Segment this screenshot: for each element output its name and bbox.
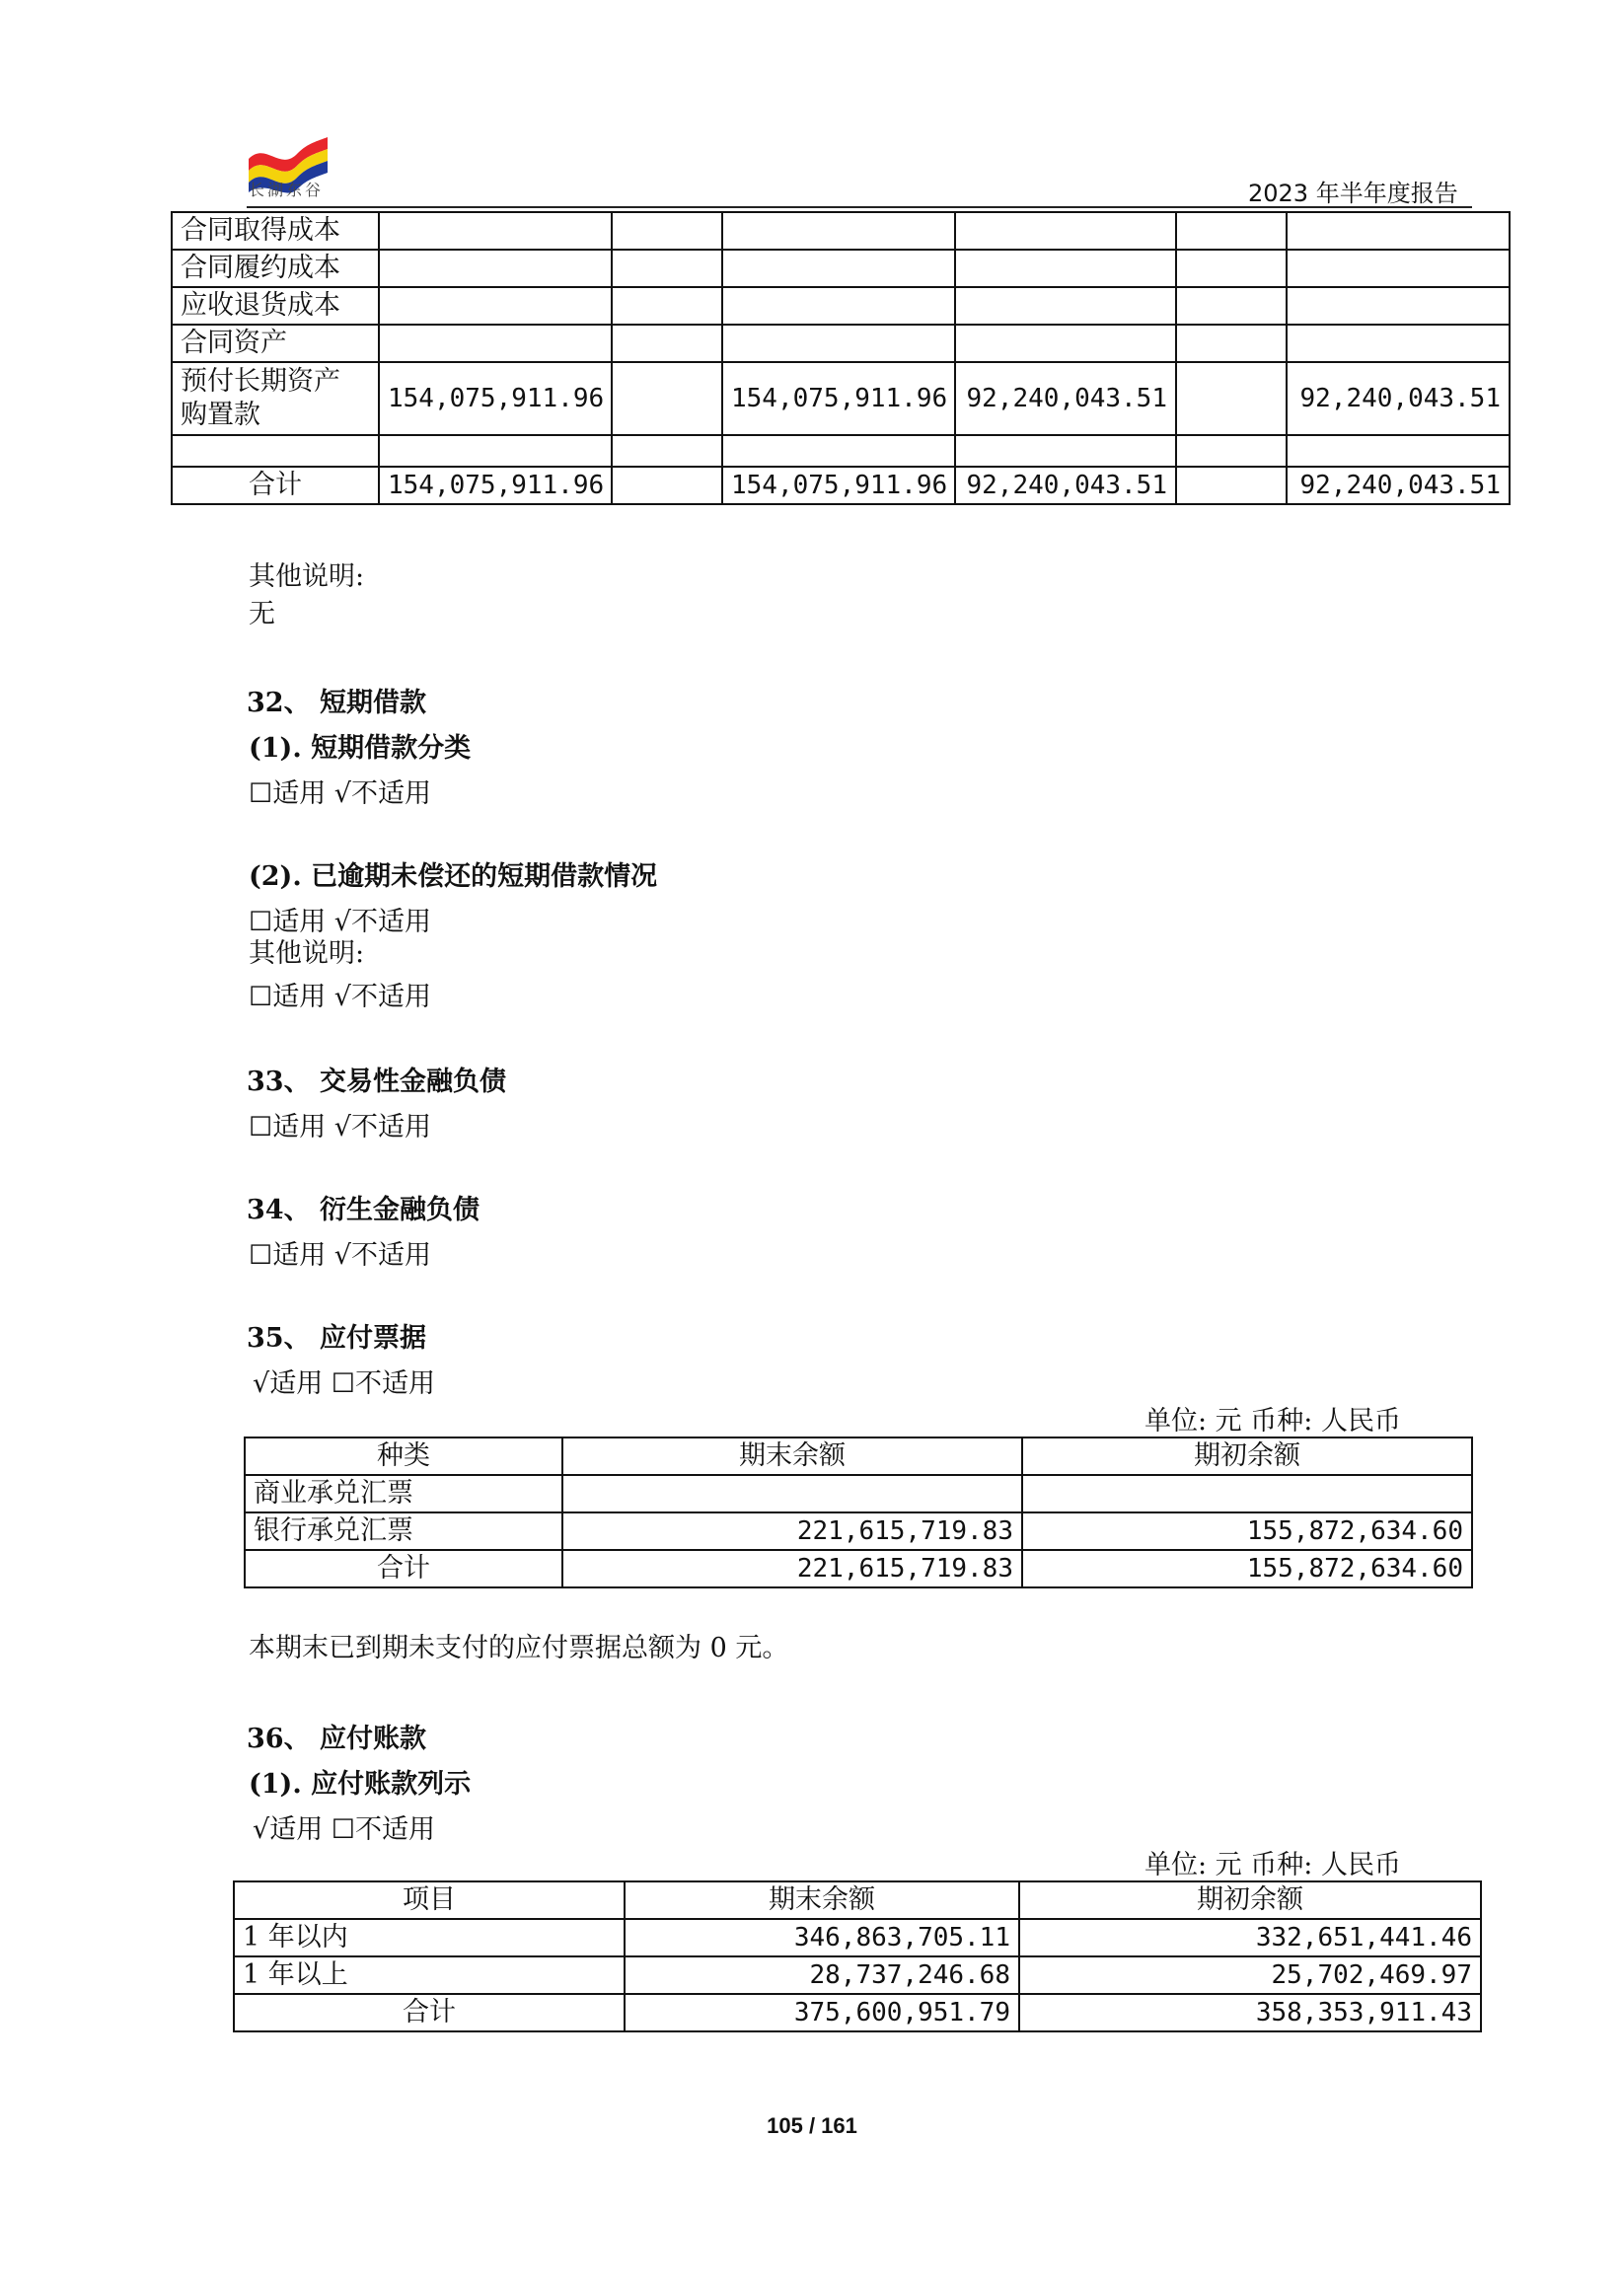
section-36-unit: 单位: 元 币种: 人民币 xyxy=(1144,1850,1401,1880)
cell-value xyxy=(612,467,722,504)
logo-text: 长湖东谷 xyxy=(249,181,325,199)
section-32-sub1-applicability: ☐适用 √不适用 xyxy=(249,778,431,809)
section-32-sub2: (2). 已逾期未偿还的短期借款情况 xyxy=(249,861,658,892)
cell-value: 155,872,634.60 xyxy=(1022,1550,1472,1587)
row-label: 1 年以上 xyxy=(234,1956,625,1994)
table-header-row xyxy=(245,1437,1472,1475)
section-35-applicability: √适用 ☐不适用 xyxy=(253,1368,435,1399)
cell-value: 25,702,469.97 xyxy=(1019,1956,1481,1994)
cell-value xyxy=(612,362,722,435)
section-35-title: 35、 应付票据 xyxy=(247,1323,426,1354)
row-label-line1: 预付长期资产 xyxy=(181,366,340,397)
column-header: 项目 xyxy=(234,1881,625,1919)
table-row xyxy=(172,362,1510,435)
row-label: 银行承兑汇票 xyxy=(245,1512,562,1550)
cell-value: 92,240,043.51 xyxy=(955,362,1176,435)
column-header: 期末余额 xyxy=(625,1881,1019,1919)
table-row xyxy=(245,1475,1472,1512)
cell-value: 154,075,911.96 xyxy=(722,362,955,435)
cell-value: 375,600,951.79 xyxy=(625,1994,1019,2031)
table-row-total xyxy=(172,467,1510,504)
cell-value: 92,240,043.51 xyxy=(1287,467,1510,504)
cell-value: 154,075,911.96 xyxy=(379,467,612,504)
section-36-sub1: (1). 应付账款列示 xyxy=(249,1769,472,1800)
section-32-title: 32、 短期借款 xyxy=(247,688,426,718)
column-header: 期初余额 xyxy=(1019,1881,1481,1919)
other-notes-label: 其他说明: xyxy=(249,561,365,592)
cell-value: 92,240,043.51 xyxy=(1287,362,1510,435)
table-row xyxy=(172,212,1510,250)
column-header: 期初余额 xyxy=(1022,1437,1472,1475)
cell-value xyxy=(1022,1475,1472,1512)
section-33-applicability: ☐适用 √不适用 xyxy=(249,1112,431,1142)
row-label: 合同履约成本 xyxy=(172,250,379,287)
row-label: 合同资产 xyxy=(172,325,379,362)
cell-value: 221,615,719.83 xyxy=(562,1512,1022,1550)
cell-value: 154,075,911.96 xyxy=(379,362,612,435)
notes-payable-table xyxy=(244,1437,1473,1588)
section-35-note: 本期末已到期未支付的应付票据总额为 0 元。 xyxy=(249,1633,789,1663)
table-row-total xyxy=(234,1994,1481,2031)
cell-value: 154,075,911.96 xyxy=(722,467,955,504)
cell-value xyxy=(1176,467,1287,504)
section-35-unit: 单位: 元 币种: 人民币 xyxy=(1144,1406,1401,1437)
table-row-total xyxy=(245,1550,1472,1587)
table-row xyxy=(172,325,1510,362)
header-divider xyxy=(247,206,1472,208)
cell-value: 155,872,634.60 xyxy=(1022,1512,1472,1550)
section-33-title: 33、 交易性金融负债 xyxy=(247,1067,506,1097)
contract-cost-table xyxy=(171,211,1511,505)
table-row xyxy=(172,435,1510,467)
section-36-title: 36、 应付账款 xyxy=(247,1724,426,1754)
cell-value: 346,863,705.11 xyxy=(625,1919,1019,1956)
cell-value: 221,615,719.83 xyxy=(562,1550,1022,1587)
section-34-applicability: ☐适用 √不适用 xyxy=(249,1240,431,1271)
table-row xyxy=(234,1956,1481,1994)
row-label: 合计 xyxy=(172,467,379,504)
row-label-line2: 购置款 xyxy=(181,400,260,430)
row-label: 合计 xyxy=(245,1550,562,1587)
cell-value xyxy=(562,1475,1022,1512)
row-label: 商业承兑汇票 xyxy=(245,1475,562,1512)
cell-value: 332,651,441.46 xyxy=(1019,1919,1481,1956)
section-32-sub2-applicability: ☐适用 √不适用 xyxy=(249,907,431,937)
cell-value xyxy=(1176,362,1287,435)
column-header: 期末余额 xyxy=(562,1437,1022,1475)
report-title: 2023 年半年度报告 xyxy=(1248,180,1458,207)
other-notes-value: 无 xyxy=(249,599,275,629)
row-label xyxy=(172,362,379,435)
section-34-title: 34、 衍生金融负债 xyxy=(247,1195,480,1225)
page-number: 105 / 161 xyxy=(767,2113,857,2138)
table-row xyxy=(234,1919,1481,1956)
row-label: 合计 xyxy=(234,1994,625,2031)
cell-value: 92,240,043.51 xyxy=(955,467,1176,504)
column-header: 种类 xyxy=(245,1437,562,1475)
table-row xyxy=(172,250,1510,287)
row-label: 1 年以内 xyxy=(234,1919,625,1956)
section-36-applicability: √适用 ☐不适用 xyxy=(253,1814,435,1845)
table-row xyxy=(172,287,1510,325)
section-32-sub1: (1). 短期借款分类 xyxy=(249,733,472,764)
cell-value: 28,737,246.68 xyxy=(625,1956,1019,1994)
table-header-row xyxy=(234,1881,1481,1919)
table-row xyxy=(245,1512,1472,1550)
accounts-payable-table xyxy=(233,1880,1482,2032)
cell-value: 358,353,911.43 xyxy=(1019,1994,1481,2031)
row-label: 应收退货成本 xyxy=(172,287,379,325)
row-label: 合同取得成本 xyxy=(172,212,379,250)
section-32-other-label: 其他说明: xyxy=(249,938,365,969)
section-32-other-applicability: ☐适用 √不适用 xyxy=(249,982,431,1012)
